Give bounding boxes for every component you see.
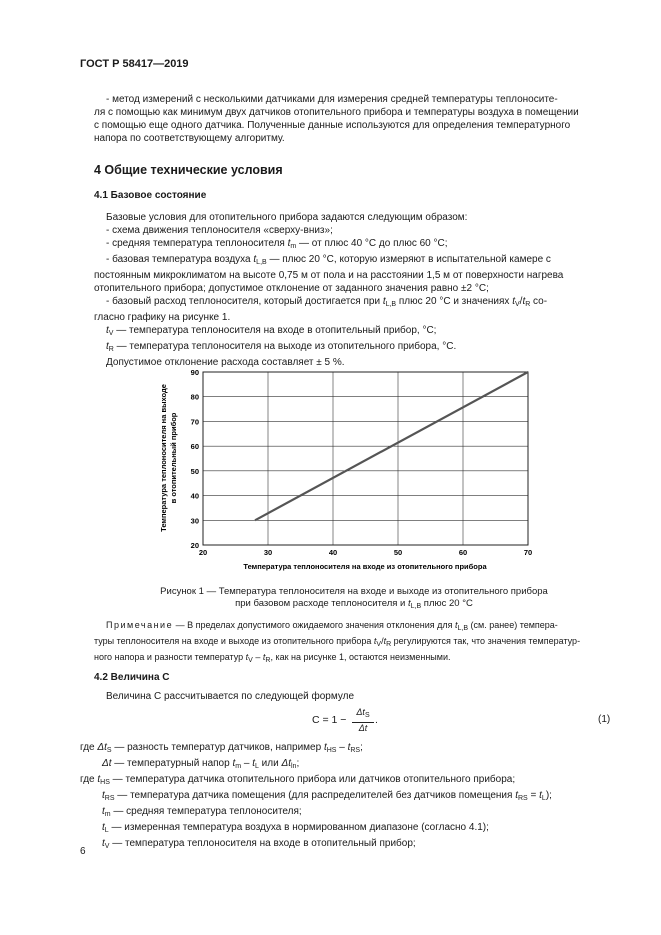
y-tick-label: 50	[190, 466, 199, 476]
formula-lhs: С = 1 −	[312, 714, 347, 726]
caption-line: при базовом расходе теплоносителя и $t_{L,B}$ плюс 20 °С	[235, 598, 473, 610]
document-header: ГОСТ Р 58417—2019	[80, 58, 189, 70]
temperature-chart	[150, 362, 540, 574]
y-tick-label: 20	[190, 541, 199, 550]
x-tick-label: 60	[458, 548, 468, 557]
x-tick-label: 20	[198, 548, 208, 557]
note-line: Примечание — В пределах допустимого ожидаемого значения отклонения для $t_{L,B}$ (см. ранее) темпера-	[106, 620, 558, 632]
y-axis-label-line2: в отопительный прибор	[169, 412, 178, 504]
variable-definition: $t_R$ — температура теплоносителя на выходе из отопительного прибора, °С.	[106, 341, 457, 353]
list-item: - базовая температура воздуха $t_{L,B}$ — плюс 20 °С, которую измеряют в испытательной камере с	[106, 254, 551, 266]
y-tick-label: 80	[190, 392, 199, 402]
intro-line: напора по соответствующему алгоритму.	[94, 133, 285, 144]
definition-line: где $t_{HS}$ — температура датчика отопительного прибора или датчиков отопительного прибора;	[80, 774, 516, 786]
section-4-1-body	[94, 211, 614, 369]
x-tick-label: 70	[523, 548, 533, 557]
list-item: - средняя температура теплоносителя $t_m$ — от плюс 40 °С до плюс 60 °С;	[106, 238, 448, 250]
list-item-continuation: гласно графику на рисунке 1.	[94, 312, 231, 323]
definitions-list	[80, 741, 552, 853]
definition-line: Δt — температурный напор $t_m - t_L$ или $\Delta t_{ln}$;	[102, 758, 300, 770]
y-tick-label: 40	[190, 491, 199, 501]
tolerance-text: Допустимое отклонение расхода составляет ± 5 %.	[106, 357, 345, 368]
intro-line: - метод измерений с несколькими датчиками для измерения средней температуры теплоносите-	[106, 94, 558, 105]
y-tick-label: 30	[190, 516, 199, 526]
note-block	[94, 619, 614, 667]
definition-line: где $\Delta t_S$ — разность температур датчиков, например $t_{HS} - t_{RS}$;	[80, 742, 363, 754]
y-tick-label: 90	[190, 368, 199, 377]
list-item-continuation: отопительного прибора; допустимое отклонение от заданного значения равно ±2 °С;	[94, 283, 489, 294]
y-tick-label: 70	[190, 417, 199, 427]
list-item-continuation: постоянным микроклиматом на высоте 0,75 м от пола и на расстоянии 1,5 м от поверхности нагрева	[94, 270, 564, 281]
definition-line: $t_L$ — измеренная температура воздуха в нормированном диапазоне (согласно 4.1);	[102, 822, 489, 834]
x-axis-label: Температура теплоносителя на входе из отопительного прибора	[243, 562, 487, 571]
definition-line: $t_{RS}$ — температура датчика помещения (для распределителей без датчиков помещения $t_{RS} = t_L$);	[102, 790, 552, 802]
intro-line: с помощью еще одного датчика. Полученные данные используются для определения температурного	[94, 120, 571, 131]
formula-number: (1)	[598, 714, 611, 725]
page-number: 6	[80, 846, 86, 857]
figure-caption	[94, 586, 614, 613]
note-line: ного напора и разности температур $t_V - t_R$, как на рисунке 1, остаются неизменными.	[94, 652, 451, 664]
section-4-1-heading: 4.1 Базовое состояние	[94, 190, 207, 201]
list-item: - базовый расход теплоносителя, который достигается при $t_{L,B}$ плюс 20 °С и значениях $t_V/t_R$ со-	[106, 296, 548, 308]
definition-line: $t_m$ — средняя температура теплоносителя;	[102, 806, 302, 818]
formula-fraction	[352, 707, 374, 734]
section-4-2-lead	[94, 690, 614, 703]
section-4-2-heading: 4.2 Величина С	[94, 672, 170, 683]
fraction-numerator: $\Delta t_S$	[352, 707, 374, 723]
caption-line: Рисунок 1 — Температура теплоносителя на входе и выходе из отопительного прибора	[160, 586, 548, 597]
intro-paragraph	[94, 93, 614, 145]
formula-1	[94, 707, 614, 737]
lead-text: Базовые условия для отопительного прибора задаются следующим образом:	[106, 212, 468, 223]
formula-dot: .	[375, 714, 378, 726]
intro-line: ля с помощью как минимум двух датчиков отопительного прибора и температуры воздуха в помещении	[94, 107, 579, 118]
x-tick-label: 40	[328, 548, 338, 557]
note-label: Примечание	[106, 620, 174, 630]
list-item: - схема движения теплоносителя «сверху-вниз»;	[106, 225, 333, 236]
x-tick-label: 50	[393, 548, 403, 557]
y-tick-label: 60	[190, 442, 199, 452]
section-4-heading: 4 Общие технические условия	[94, 163, 283, 177]
definition-line: $t_V$ — температура теплоносителя на входе в отопительный прибор;	[102, 838, 416, 850]
variable-definition: $t_V$ — температура теплоносителя на входе в отопительный прибор, °С;	[106, 325, 437, 337]
y-axis-label-line1: Температура теплоносителя на выходе	[159, 384, 168, 532]
x-tick-label: 30	[263, 548, 273, 557]
lead-text: Величина С рассчитывается по следующей формуле	[106, 691, 355, 702]
fraction-denominator: Δt	[358, 723, 368, 733]
note-line: туры теплоносителя на входе и выходе из отопительного прибора $t_V/t_R$ регулируются так, что значения температур-	[94, 636, 581, 648]
